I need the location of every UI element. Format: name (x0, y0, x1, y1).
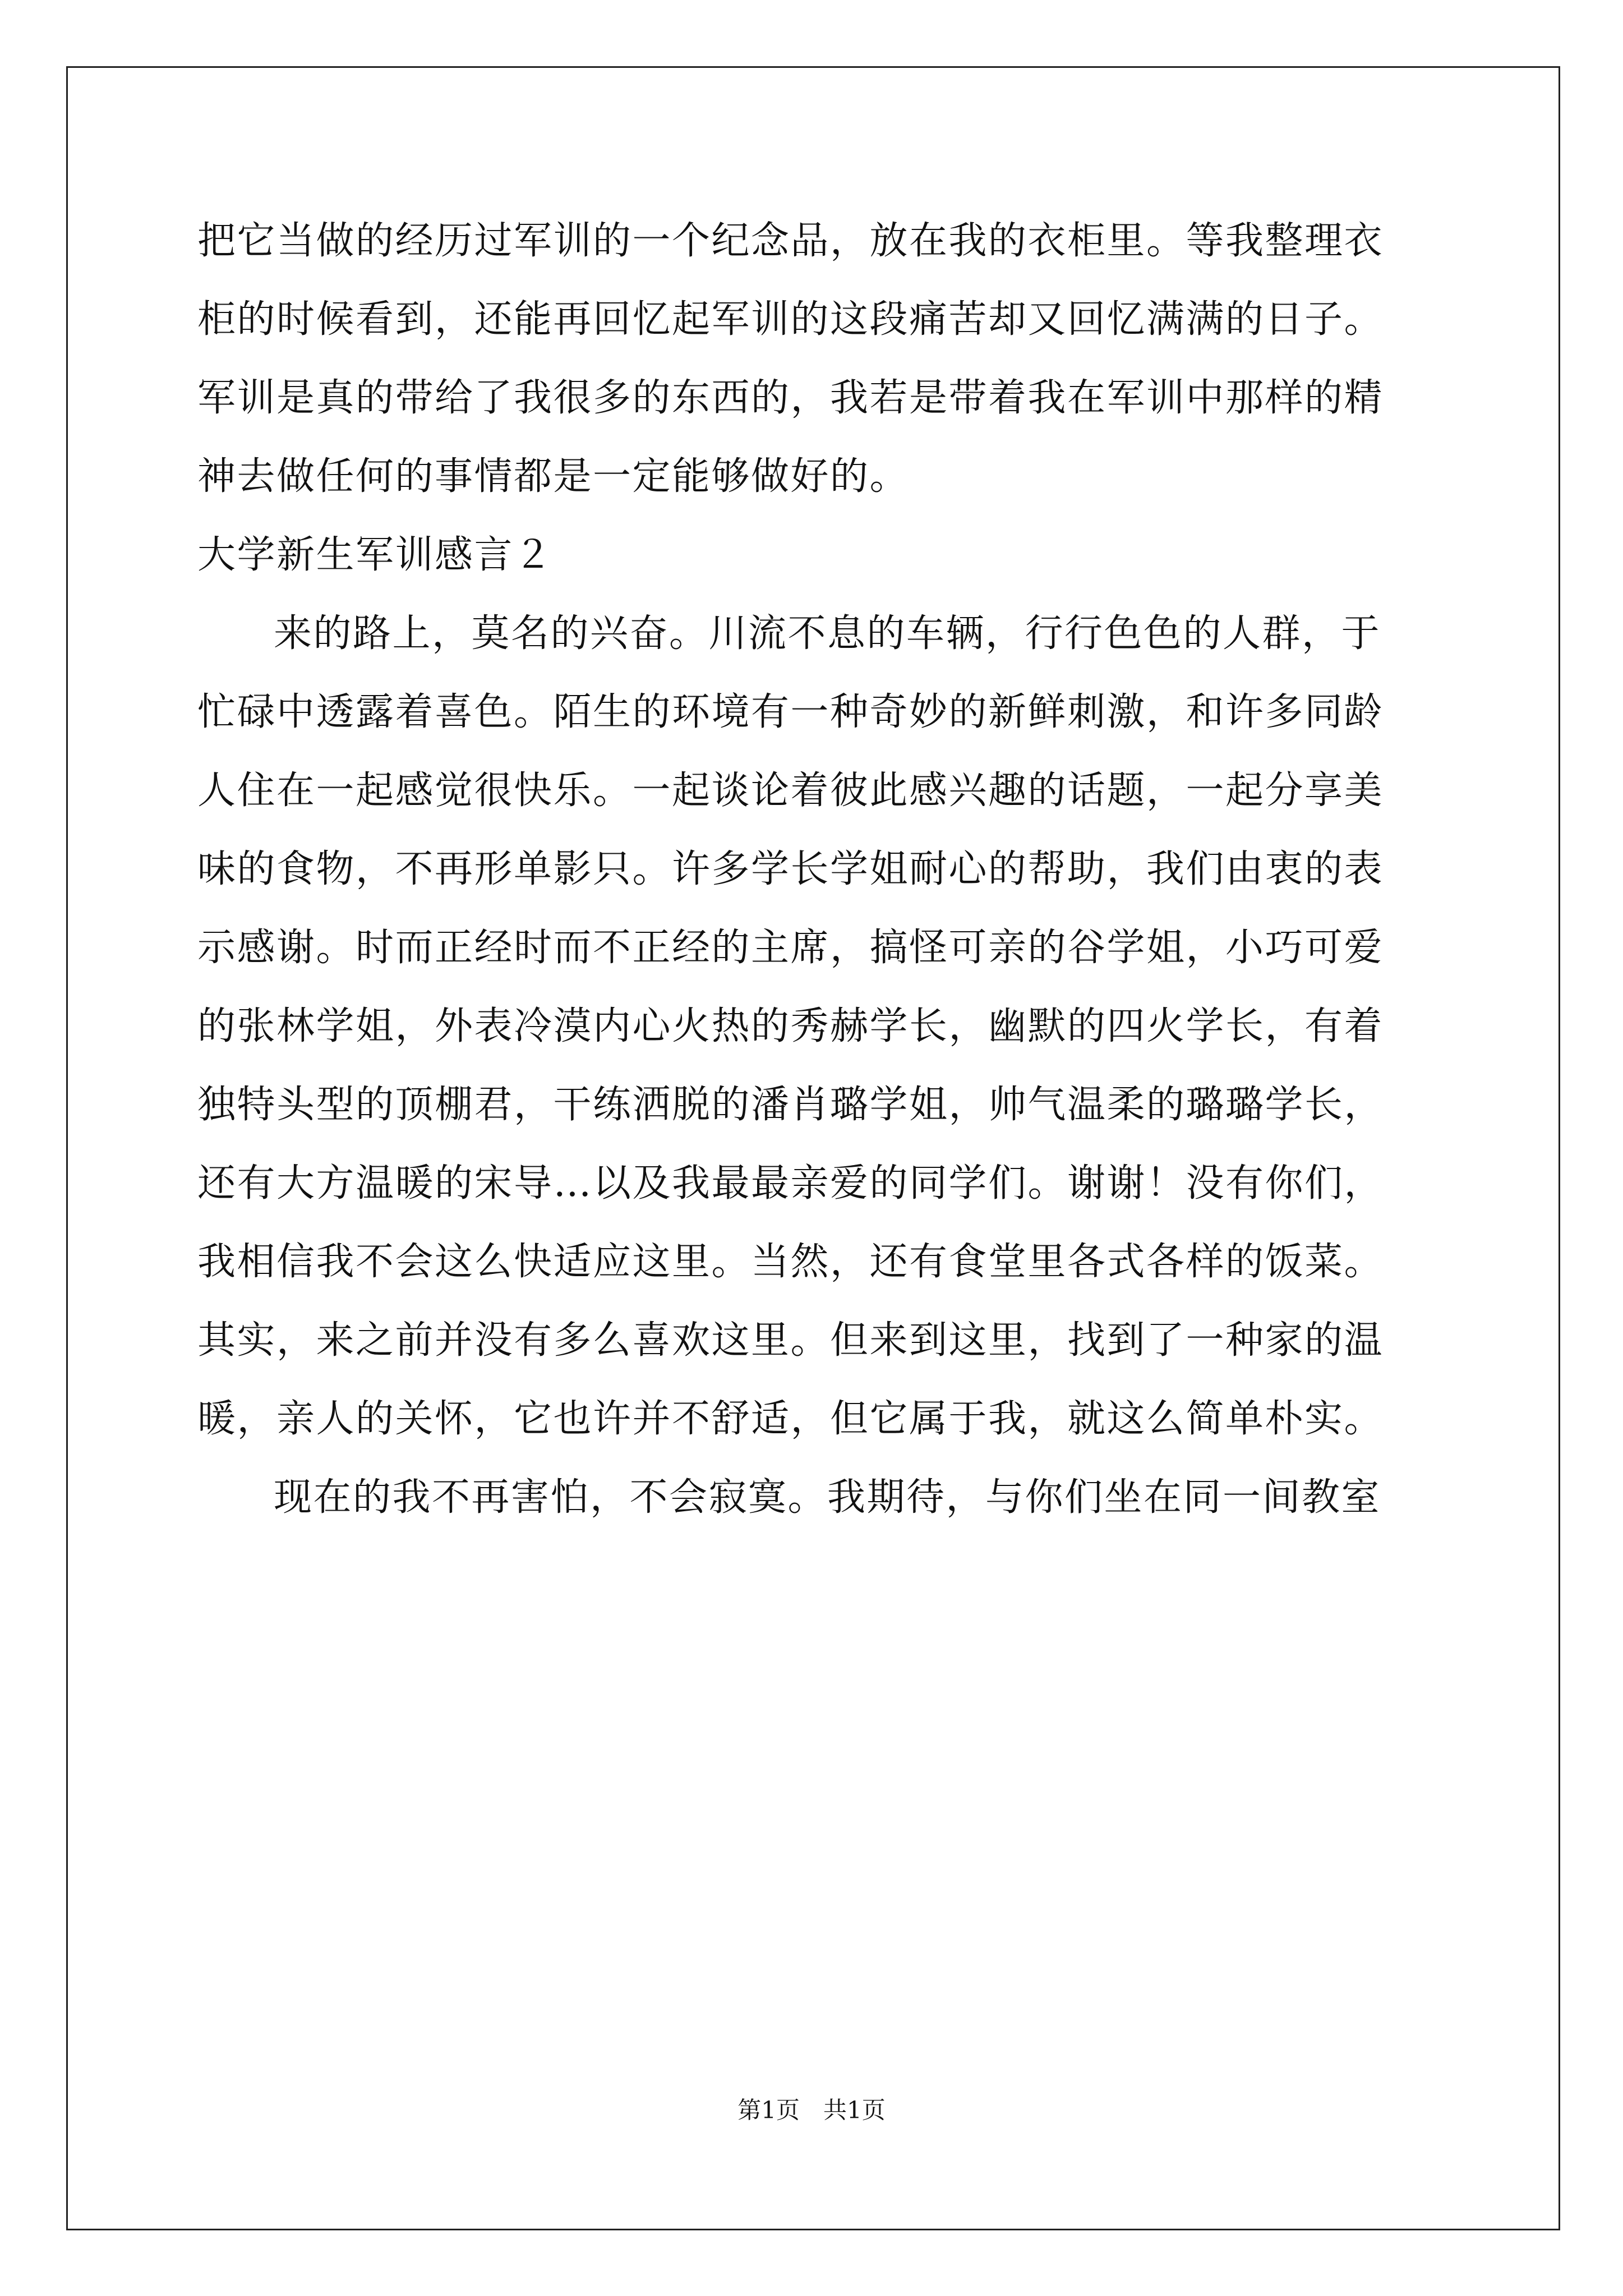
text-line: 示感谢。时而正经时而不正经的主席，搞怪可亲的谷学姐，小巧可爱 (197, 926, 1384, 970)
text-line: 忙碌中透露着喜色。陌生的环境有一种奇妙的新鲜刺激，和许多同龄 (197, 690, 1384, 734)
text-line: 人住在一起感觉很快乐。一起谈论着彼此感兴趣的话题，一起分享美 (197, 769, 1384, 813)
text-line: 其实，来之前并没有多么喜欢这里。但来到这里，找到了一种家的温 (197, 1318, 1384, 1363)
text-line: 神去做任何的事情都是一定能够做好的。 (197, 454, 910, 499)
text-line: 暖，亲人的关怀，它也许并不舒适，但它属于我，就这么简单朴实。 (197, 1397, 1384, 1441)
text-line: 独特头型的顶棚君，干练洒脱的潘肖璐学姐，帅气温柔的璐璐学长， (197, 1083, 1384, 1127)
text-line: 军训是真的带给了我很多的东西的，我若是带着我在军训中那样的精 (197, 376, 1384, 420)
text-line: 柜的时候看到，还能再回忆起军训的这段痛苦却又回忆满满的日子。 (197, 297, 1384, 342)
page-footer: 第1页 共1页 (737, 2096, 886, 2124)
section-heading: 大学新生军训感言２ (197, 533, 554, 577)
text-line: 把它当做的经历过军训的一个纪念品，放在我的衣柜里。等我整理衣 (197, 219, 1384, 263)
text-line: 的张林学姐，外表冷漠内心火热的秀赫学长，幽默的四火学长，有着 (197, 1004, 1384, 1048)
paragraph-first-line: 现在的我不再害怕，不会寂寞。我期待，与你们坐在同一间教室 (274, 1475, 1381, 1520)
paragraph-first-line: 来的路上，莫名的兴奋。川流不息的车辆，行行色色的人群，于 (274, 611, 1381, 656)
text-line: 味的食物，不再形单影只。许多学长学姐耐心的帮助，我们由衷的表 (197, 847, 1384, 891)
text-line: 还有大方温暖的宋导…以及我最最亲爱的同学们。谢谢！没有你们， (197, 1161, 1384, 1205)
text-line: 我相信我不会这么快适应这里。当然，还有食堂里各式各样的饭菜。 (197, 1240, 1384, 1284)
